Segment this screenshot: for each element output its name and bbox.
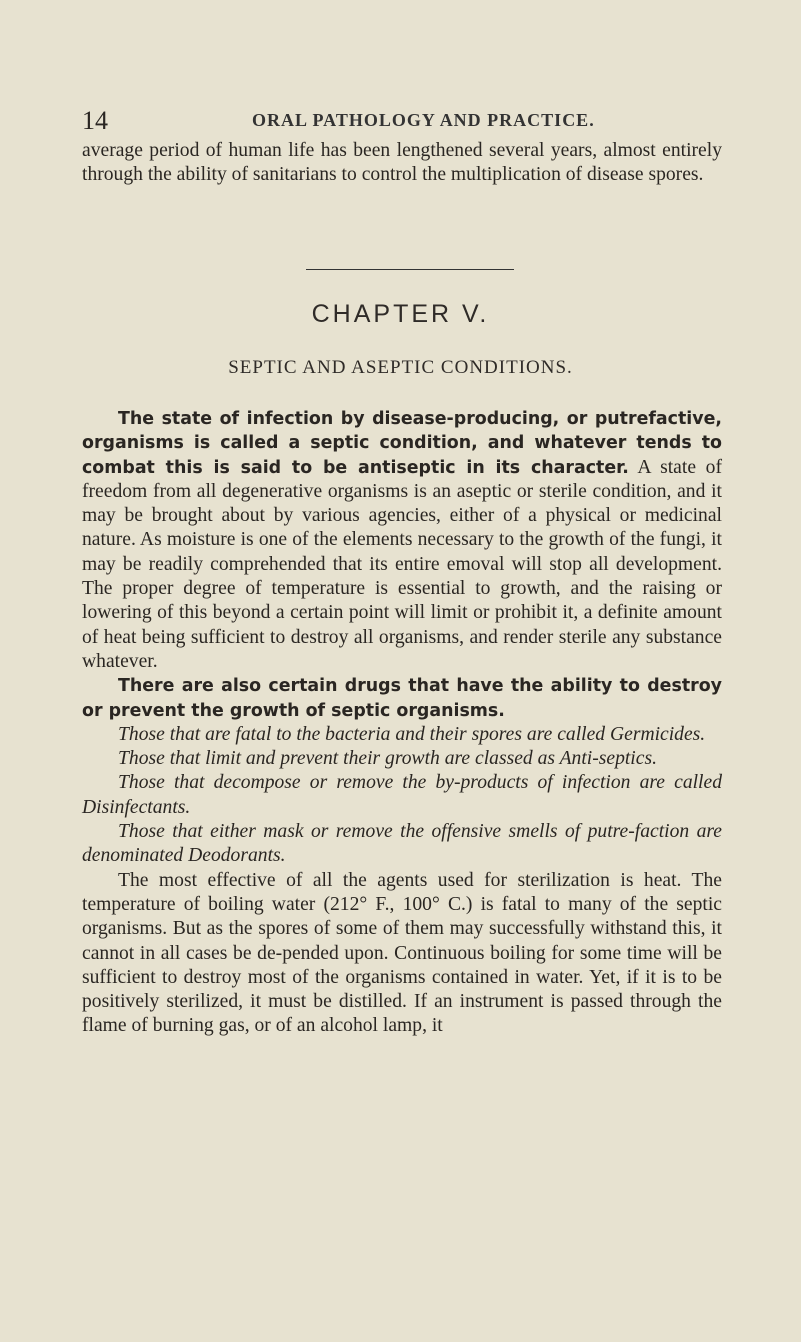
page-number: 14 [82, 106, 108, 135]
definition-deodorants: Those that either mask or remove the offensive smells of putre-faction are denominated Deodorants. [82, 821, 722, 867]
intro-text [82, 139, 722, 188]
chapter-number: CHAPTER V. [311, 300, 490, 328]
paragraph-3: The most effective of all the agents used for sterilization is heat. The temperature of boiling water (212° F., 100° C.) is fatal to many of the septic organisms. But as the spores of some of them may successfully withstand this, it cannot in all cases be de-pended upon. Continuous boiling for some time will be sufficient to destroy most of the organisms contained in water. Yet, if it is to be positively sterilized, it must be distilled. If an instrument is passed through the flame of burning gas, or of an alcohol lamp, it [82, 869, 722, 1037]
definition-germicides: Those that are fatal to the bacteria and their spores are called Germicides. [118, 723, 706, 745]
chapter-title: SEPTIC AND ASEPTIC CONDITIONS. [228, 357, 573, 378]
definition-antiseptics: Those that limit and prevent their growth are classed as Anti-septics. [118, 748, 657, 770]
paragraph-1 [82, 407, 722, 674]
definition-disinfectants: Those that decompose or remove the by-products of infection are called Disinfectants. [82, 772, 722, 818]
paragraph-2: There are also certain drugs that have the ability to destroy or prevent the growth of septic organisms. [82, 676, 722, 721]
section-divider [306, 269, 514, 270]
bold-lead: The state of infection by disease-producing, or putrefactive, organisms is called a septic condition, and whatever tends to combat this is said to be antiseptic in its character. [82, 409, 722, 478]
running-head [82, 106, 722, 134]
chapter-body [82, 407, 722, 1039]
running-title: ORAL PATHOLOGY AND PRACTICE. [252, 110, 595, 130]
intro-paragraph: average period of human life has been lengthened several years, almost entirely through the ability of sanitarians to control the multiplication of disease spores. [82, 140, 722, 186]
paragraph-1-rest: A state of freedom from all degenerative organisms is an aseptic or sterile condition, and it may be brought about by various agencies, either of a physical or medicinal nature. As moisture is one of the elements necessary to the growth of the fungi, it may be readily comprehended that its entire emoval will stop all development. The proper degree of temperature is essential to growth, and the raising or lowering of this beyond a certain point will limit or prohibit it, a definite amount of heat being sufficient to destroy all organisms, and render sterile any substance whatever. [82, 456, 722, 672]
